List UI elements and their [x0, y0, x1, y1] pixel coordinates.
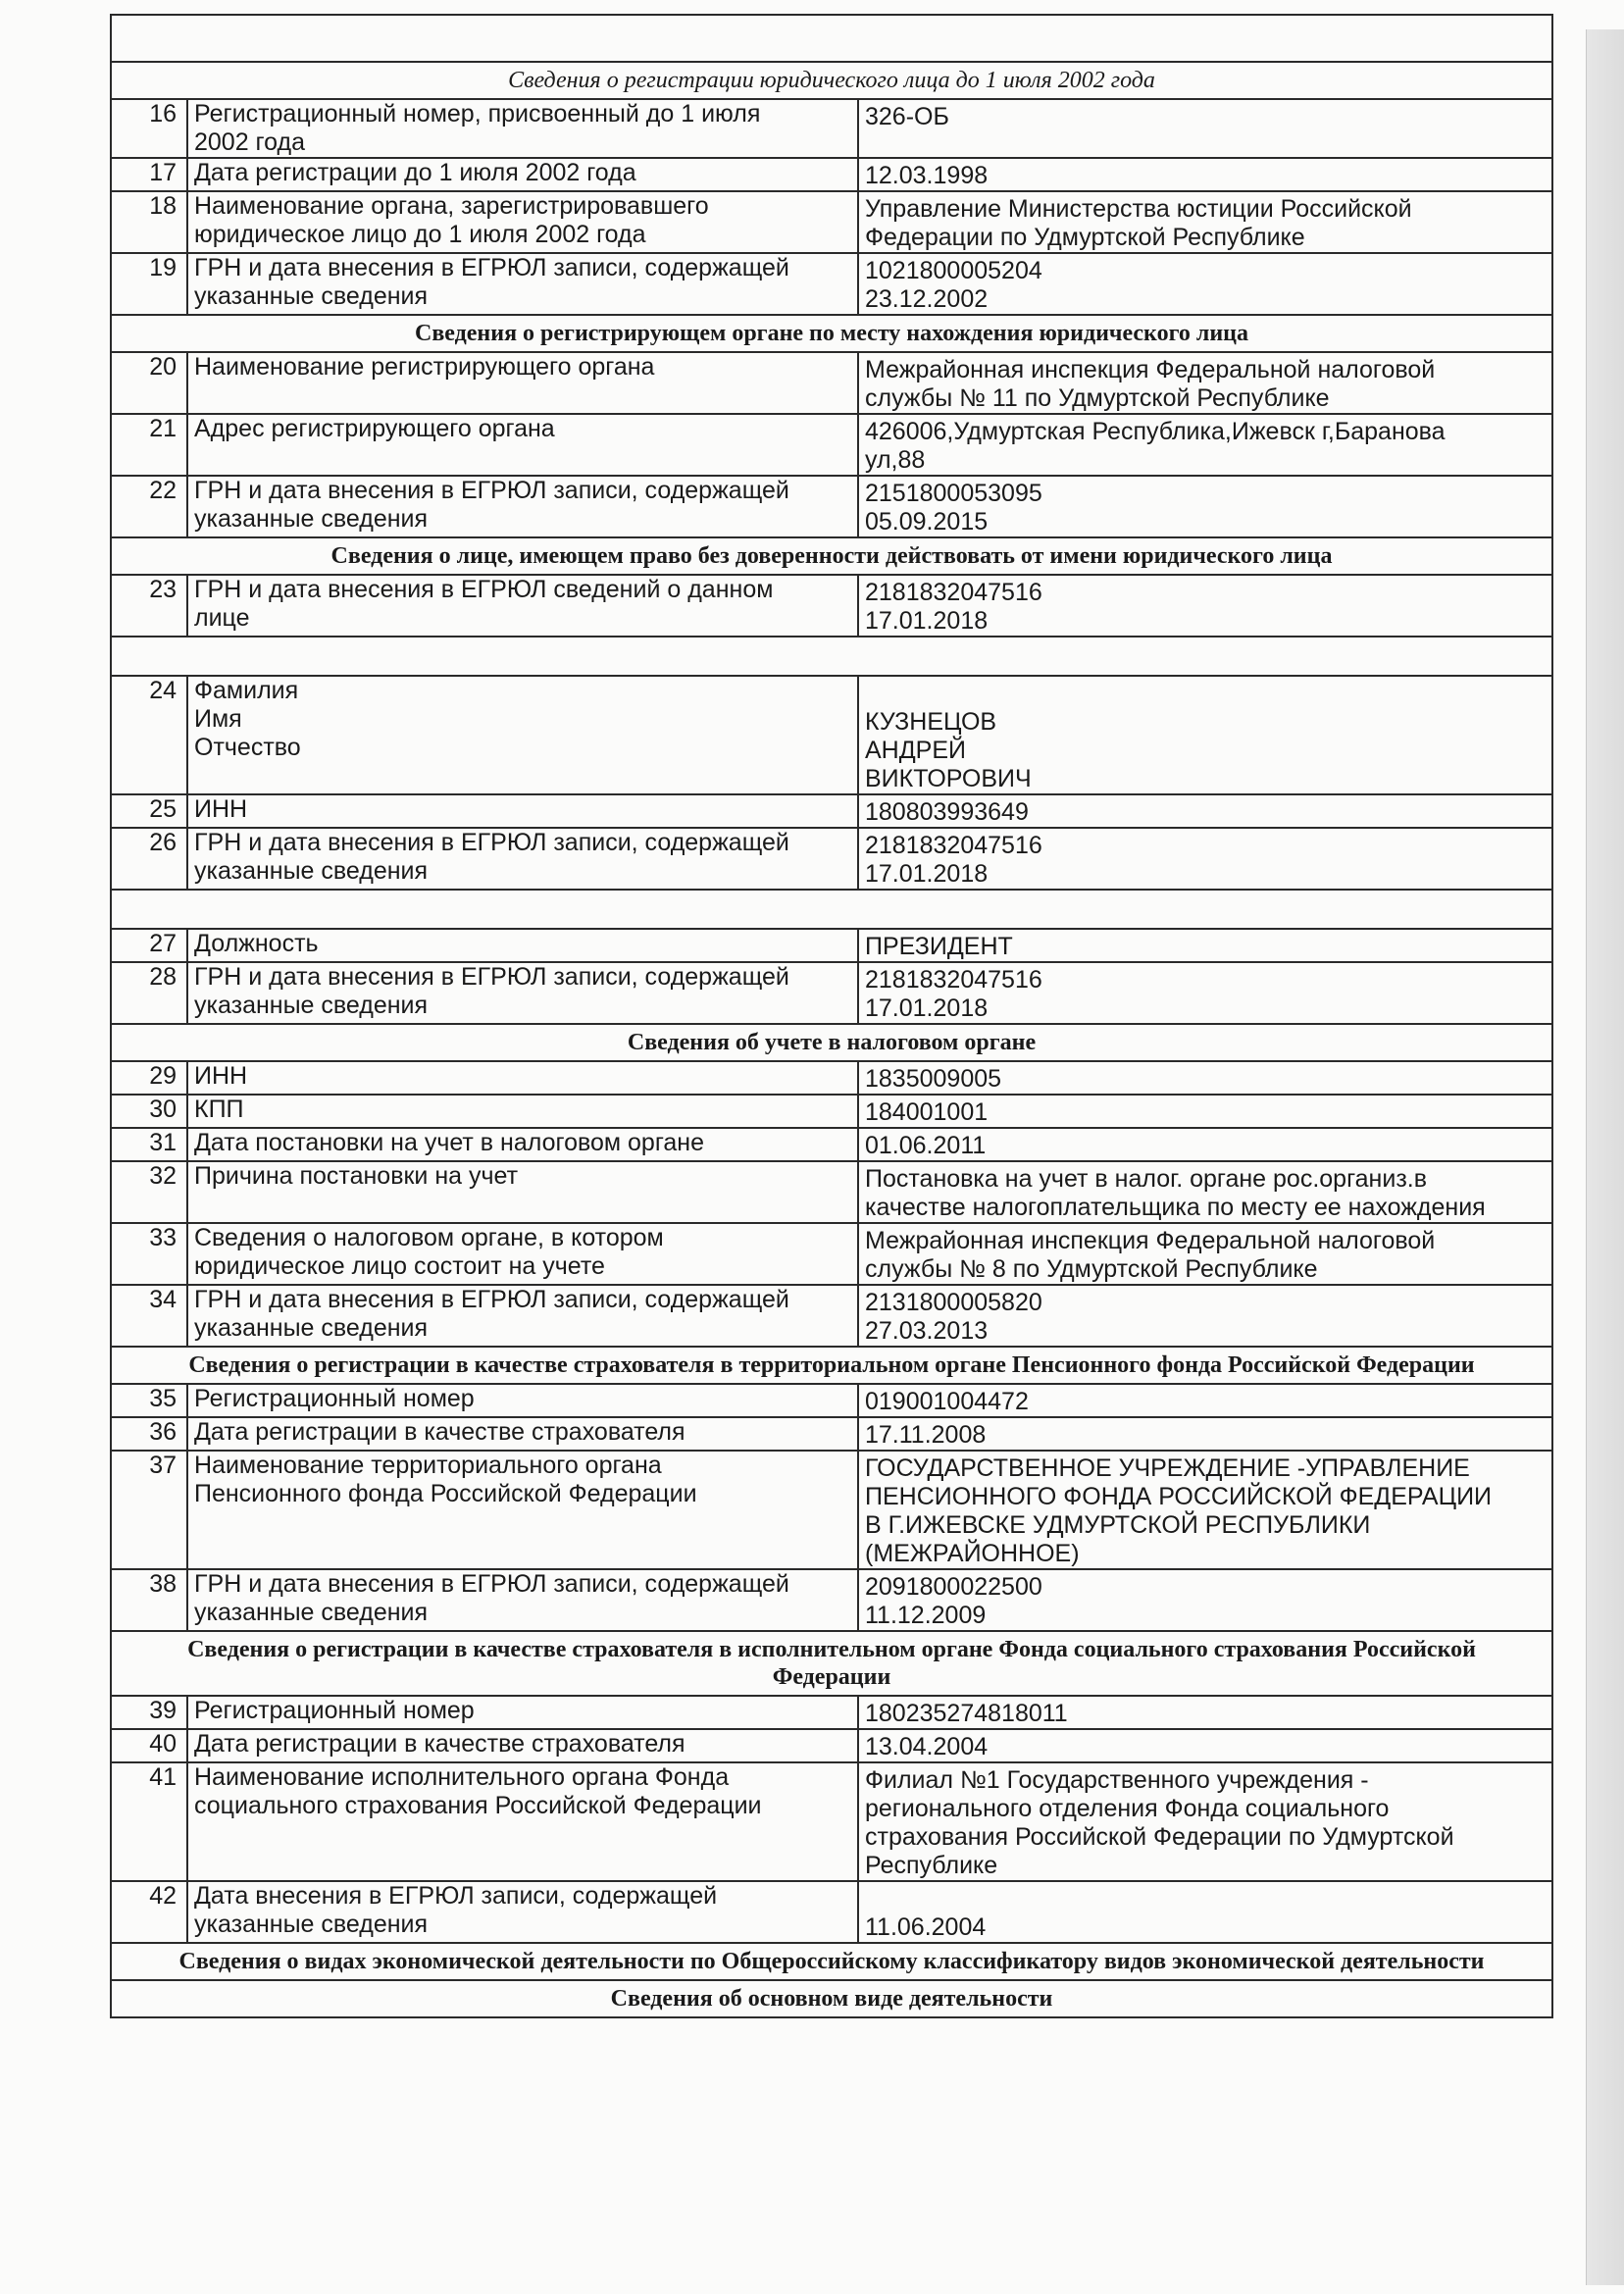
table-row	[111, 1762, 1552, 1881]
table-row	[111, 676, 1552, 794]
row-number: 40	[111, 1729, 187, 1762]
row-label: Должность	[187, 929, 858, 962]
section-header	[111, 1943, 1552, 1980]
row-label: Дата регистрации в качестве страхователя	[187, 1729, 858, 1762]
table-row	[111, 1128, 1552, 1161]
egrul-extract	[110, 14, 1553, 2018]
section-title: Сведения о регистрирующем органе по месту нахождения юридического лица	[111, 315, 1552, 352]
row-number: 31	[111, 1128, 187, 1161]
table-row	[111, 1451, 1552, 1569]
row-value: ПРЕЗИДЕНТ	[858, 929, 1552, 962]
egrul-table	[110, 14, 1553, 2018]
section-header	[111, 1024, 1552, 1061]
table-row	[111, 1061, 1552, 1095]
row-label: ГРН и дата внесения в ЕГРЮЛ записи, содержащей указанные сведения	[187, 1285, 858, 1347]
spacer-row	[111, 637, 1552, 676]
row-label: Дата регистрации до 1 июля 2002 года	[187, 158, 858, 191]
table-row	[111, 794, 1552, 828]
row-value: Постановка на учет в налог. органе рос.организ.в качестве налогоплательщика по месту ее нахождения	[858, 1161, 1552, 1223]
row-label: Наименование территориального органа Пенсионного фонда Российской Федерации	[187, 1451, 858, 1569]
row-value: 2181832047516 17.01.2018	[858, 575, 1552, 637]
table-row	[111, 1417, 1552, 1451]
table-row	[111, 1881, 1552, 1943]
row-number: 41	[111, 1762, 187, 1881]
table-row	[111, 1095, 1552, 1128]
table-row	[111, 476, 1552, 537]
row-label: ИНН	[187, 794, 858, 828]
row-number: 33	[111, 1223, 187, 1285]
section-header	[111, 1631, 1552, 1696]
table-row	[111, 1569, 1552, 1631]
row-number: 34	[111, 1285, 187, 1347]
section-header	[111, 1980, 1552, 2017]
row-value: Межрайонная инспекция Федеральной налоговой службы № 11 по Удмуртской Республике	[858, 352, 1552, 414]
spacer-row	[111, 890, 1552, 929]
row-number: 38	[111, 1569, 187, 1631]
row-label: Причина постановки на учет	[187, 1161, 858, 1223]
row-label: Регистрационный номер	[187, 1384, 858, 1417]
row-value: 11.06.2004	[858, 1881, 1552, 1943]
row-value: 17.11.2008	[858, 1417, 1552, 1451]
row-value: 01.06.2011	[858, 1128, 1552, 1161]
row-value: 2181832047516 17.01.2018	[858, 962, 1552, 1024]
row-number: 35	[111, 1384, 187, 1417]
table-row	[111, 1696, 1552, 1729]
row-value: 2151800053095 05.09.2015	[858, 476, 1552, 537]
row-number: 18	[111, 191, 187, 253]
row-label: КПП	[187, 1095, 858, 1128]
section-header	[111, 62, 1552, 99]
row-label: Сведения о налоговом органе, в котором юридическое лицо состоит на учете	[187, 1223, 858, 1285]
table-top-row	[111, 15, 1552, 62]
row-value: 180803993649	[858, 794, 1552, 828]
row-label: ГРН и дата внесения в ЕГРЮЛ сведений о данном лице	[187, 575, 858, 637]
row-value: 426006,Удмуртская Республика,Ижевск г,Баранова ул,88	[858, 414, 1552, 476]
table-row	[111, 828, 1552, 890]
row-number: 21	[111, 414, 187, 476]
row-label: ГРН и дата внесения в ЕГРЮЛ записи, содержащей указанные сведения	[187, 828, 858, 890]
row-number: 16	[111, 99, 187, 158]
row-number: 20	[111, 352, 187, 414]
row-label: ГРН и дата внесения в ЕГРЮЛ записи, содержащей указанные сведения	[187, 962, 858, 1024]
row-value: 326-ОБ	[858, 99, 1552, 158]
row-value: ГОСУДАРСТВЕННОЕ УЧРЕЖДЕНИЕ -УПРАВЛЕНИЕ ПЕНСИОННОГО ФОНДА РОССИЙСКОЙ ФЕДЕРАЦИИ В Г.ИЖЕВСКЕ УДМУРТСКОЙ РЕСПУБЛИКИ (МЕЖРАЙОННОЕ)	[858, 1451, 1552, 1569]
section-header	[111, 1347, 1552, 1384]
row-number: 17	[111, 158, 187, 191]
section-title: Сведения об основном виде деятельности	[111, 1980, 1552, 2017]
row-label: Регистрационный номер, присвоенный до 1 июля 2002 года	[187, 99, 858, 158]
table-row	[111, 414, 1552, 476]
section-title: Сведения о лице, имеющем право без доверенности действовать от имени юридического лица	[111, 537, 1552, 575]
table-row	[111, 99, 1552, 158]
table-row	[111, 352, 1552, 414]
row-value: 12.03.1998	[858, 158, 1552, 191]
row-value: 1021800005204 23.12.2002	[858, 253, 1552, 315]
row-value: 13.04.2004	[858, 1729, 1552, 1762]
row-label: ГРН и дата внесения в ЕГРЮЛ записи, содержащей указанные сведения	[187, 253, 858, 315]
table-row	[111, 1223, 1552, 1285]
row-label: Дата внесения в ЕГРЮЛ записи, содержащей указанные сведения	[187, 1881, 858, 1943]
row-number: 26	[111, 828, 187, 890]
row-label: Адрес регистрирующего органа	[187, 414, 858, 476]
row-number: 24	[111, 676, 187, 794]
row-label: ИНН	[187, 1061, 858, 1095]
row-value: 180235274818011	[858, 1696, 1552, 1729]
next-page-edge	[1586, 29, 1624, 2285]
row-value: 2181832047516 17.01.2018	[858, 828, 1552, 890]
row-number: 37	[111, 1451, 187, 1569]
table-row	[111, 1384, 1552, 1417]
row-value: Управление Министерства юстиции Российской Федерации по Удмуртской Республике	[858, 191, 1552, 253]
row-value: КУЗНЕЦОВ АНДРЕЙ ВИКТОРОВИЧ	[858, 676, 1552, 794]
row-number: 29	[111, 1061, 187, 1095]
row-label: ГРН и дата внесения в ЕГРЮЛ записи, содержащей указанные сведения	[187, 1569, 858, 1631]
row-number: 23	[111, 575, 187, 637]
row-label: Дата регистрации в качестве страхователя	[187, 1417, 858, 1451]
row-number: 28	[111, 962, 187, 1024]
table-row	[111, 575, 1552, 637]
table-row	[111, 158, 1552, 191]
row-number: 22	[111, 476, 187, 537]
section-title: Сведения о регистрации юридического лица до 1 июля 2002 года	[111, 62, 1552, 99]
table-row	[111, 1161, 1552, 1223]
section-title: Сведения о регистрации в качестве страхователя в исполнительном органе Фонда социального страхования Российской Федерации	[111, 1631, 1552, 1696]
table-row	[111, 929, 1552, 962]
row-value: Филиал №1 Государственного учреждения - регионального отделения Фонда социального страхования Российской Федерации по Удмуртской Республике	[858, 1762, 1552, 1881]
row-number: 42	[111, 1881, 187, 1943]
row-number: 36	[111, 1417, 187, 1451]
section-title: Сведения о регистрации в качестве страхователя в территориальном органе Пенсионного фонда Российской Федерации	[111, 1347, 1552, 1384]
row-label: Наименование органа, зарегистрировавшего юридическое лицо до 1 июля 2002 года	[187, 191, 858, 253]
row-label: Наименование исполнительного органа Фонда социального страхования Российской Федерации	[187, 1762, 858, 1881]
row-label: Дата постановки на учет в налоговом органе	[187, 1128, 858, 1161]
row-number: 39	[111, 1696, 187, 1729]
section-header	[111, 537, 1552, 575]
table-row	[111, 962, 1552, 1024]
row-number: 27	[111, 929, 187, 962]
row-value: 184001001	[858, 1095, 1552, 1128]
section-header	[111, 315, 1552, 352]
table-row	[111, 253, 1552, 315]
section-title: Сведения о видах экономической деятельности по Общероссийскому классификатору видов экономической деятельности	[111, 1943, 1552, 1980]
row-value: 1835009005	[858, 1061, 1552, 1095]
row-label: ГРН и дата внесения в ЕГРЮЛ записи, содержащей указанные сведения	[187, 476, 858, 537]
row-value: 019001004472	[858, 1384, 1552, 1417]
row-label: Наименование регистрирующего органа	[187, 352, 858, 414]
table-row	[111, 191, 1552, 253]
row-label: Фамилия Имя Отчество	[187, 676, 858, 794]
row-value: 2131800005820 27.03.2013	[858, 1285, 1552, 1347]
row-number: 30	[111, 1095, 187, 1128]
row-number: 32	[111, 1161, 187, 1223]
row-value: 2091800022500 11.12.2009	[858, 1569, 1552, 1631]
row-label: Регистрационный номер	[187, 1696, 858, 1729]
row-value: Межрайонная инспекция Федеральной налоговой службы № 8 по Удмуртской Республике	[858, 1223, 1552, 1285]
table-row	[111, 1729, 1552, 1762]
row-number: 19	[111, 253, 187, 315]
row-number: 25	[111, 794, 187, 828]
section-title: Сведения об учете в налоговом органе	[111, 1024, 1552, 1061]
table-row	[111, 1285, 1552, 1347]
